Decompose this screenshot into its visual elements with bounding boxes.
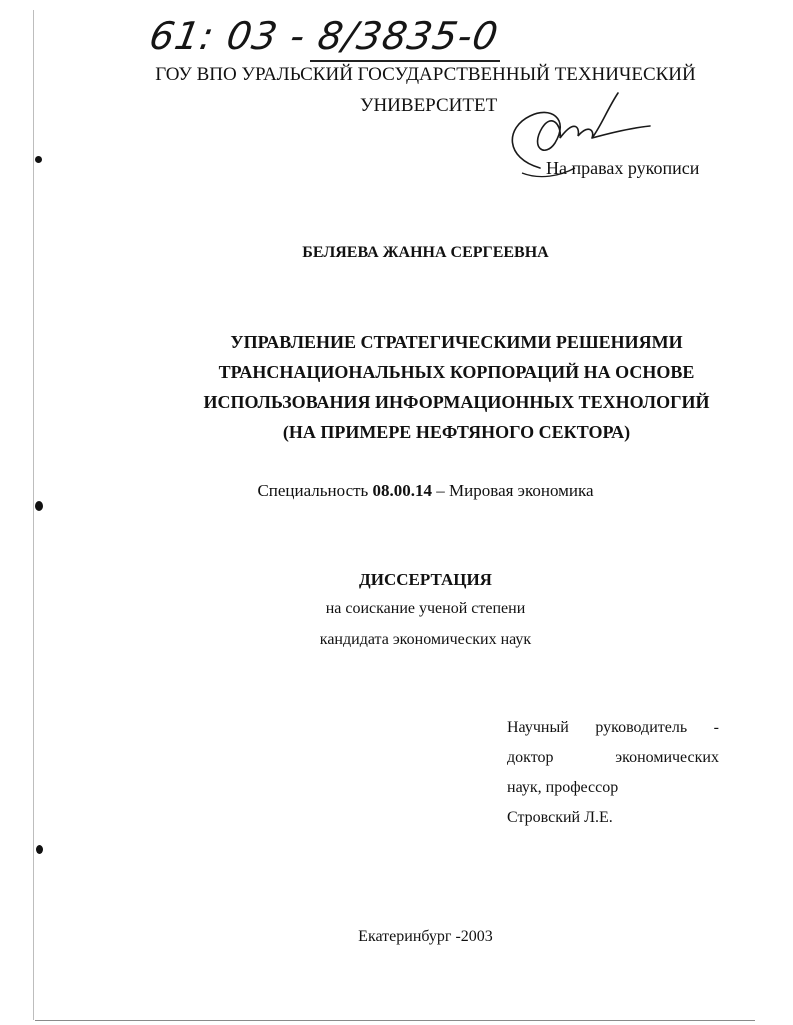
specialty-line — [0, 481, 793, 501]
supervisor-degree-row-2 — [507, 778, 719, 808]
title-line: (НА ПРИМЕРЕ НЕФТЯНОГО СЕКТОРА) — [282, 422, 631, 442]
title-line: УПРАВЛЕНИЕ СТРАТЕГИЧЕСКИМИ РЕШЕНИЯМИ — [230, 332, 683, 352]
supervisor-role-word: Научный — [507, 719, 569, 736]
supervisor-degree-line: наук, профессор — [507, 779, 619, 796]
supervisor-role-dash: - — [713, 719, 719, 736]
supervisor-degree-row — [507, 748, 719, 778]
organization-line-1: ГОУ ВПО УРАЛЬСКИЙ ГОСУДАРСТВЕННЫЙ ТЕХНИЧЕСКИЙ — [155, 64, 696, 85]
supervisor-name-row — [507, 808, 719, 838]
degree-line-1: на соискание ученой степени — [325, 600, 526, 617]
degree-line-2: кандидата экономических наук — [319, 631, 532, 648]
supervisor-degree-word: экономических — [615, 749, 719, 766]
supervisor-name: Стровский Л.Е. — [507, 809, 613, 826]
specialty-name: Мировая экономика — [449, 481, 594, 500]
scan-speck — [35, 156, 42, 163]
scan-left-edge-line — [33, 10, 34, 1020]
dissertation-heading: ДИССЕРТАЦИЯ — [359, 570, 492, 589]
specialty-dash: – — [436, 481, 445, 500]
city-year: Екатеринбург -2003 — [358, 928, 493, 945]
scan-speck — [35, 501, 43, 511]
scan-bottom-edge-line — [35, 1020, 755, 1021]
supervisor-role-row — [507, 718, 719, 748]
title-line: ТРАНСНАЦИОНАЛЬНЫХ КОРПОРАЦИЙ НА ОСНОВЕ — [218, 362, 695, 382]
supervisor-block — [507, 718, 719, 838]
author-name: БЕЛЯЕВА ЖАННА СЕРГЕЕВНА — [302, 244, 549, 261]
title-line: ИСПОЛЬЗОВАНИЯ ИНФОРМАЦИОННЫХ ТЕХНОЛОГИЙ — [203, 392, 710, 412]
dissertation-title — [60, 327, 793, 447]
library-code-stamp: 61: 03 - 8/3835-0 — [146, 14, 502, 58]
rights-note: На правах рукописи — [546, 158, 700, 178]
supervisor-degree-word: доктор — [507, 749, 554, 766]
scan-speck — [36, 845, 43, 854]
specialty-code: 08.00.14 — [372, 481, 433, 500]
supervisor-role-word: руководитель — [595, 719, 688, 736]
organization-line-2: УНИВЕРСИТЕТ — [360, 95, 498, 116]
specialty-label: Специальность — [257, 481, 369, 500]
stamp-underline — [310, 60, 500, 62]
